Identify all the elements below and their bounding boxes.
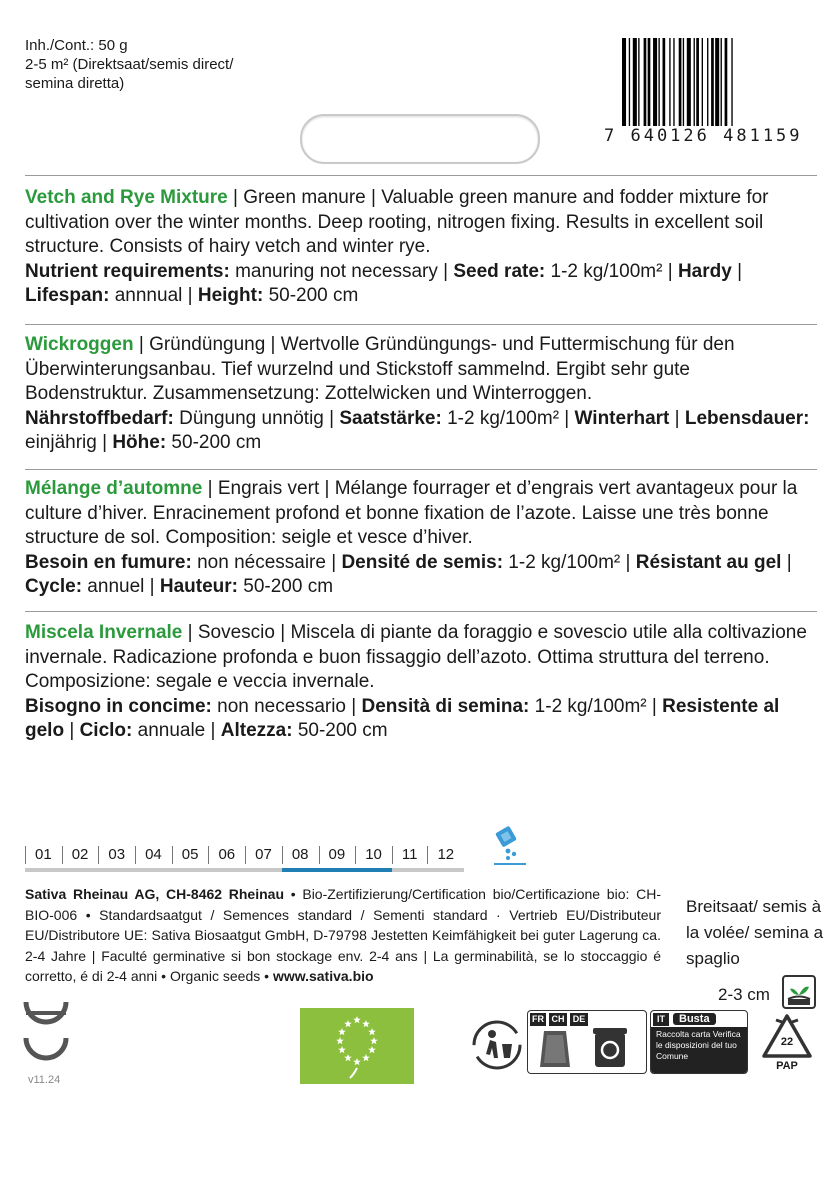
month-06: 06	[208, 846, 245, 864]
value: annuel |	[82, 576, 160, 597]
key: Seed rate:	[453, 260, 546, 282]
sowing-watering-icon	[486, 824, 530, 868]
section-english	[25, 186, 817, 309]
sowing-area: 2-5 m² (Direktsaat/semis direct/	[25, 56, 234, 73]
legal-body: • Bio-Zertifizierung/Certification bio/Certificazione bio: CH-BIO-006 • Standardsaatgut / Semences standard / Sementi standard · Vertrieb EU/Distributeur EU/Distributore UE: Sativa Biosaatgut GmbH, D-79798 Jestetten Keimfähigkeit bei guter Lagerung ca. 2-4 Jahre | Faculté germinative si bon stockage env. 2-4 ans | La germinabilità, se lo stoccaggio é corretto, é di 2-4 anni • Organic seeds •	[25, 886, 661, 984]
month-bar-04	[135, 868, 172, 872]
key: Nährstoffbedarf:	[25, 407, 174, 429]
sowing-depth: 2-3 cm	[718, 985, 770, 1004]
month-10: 10	[355, 846, 392, 864]
value: |	[64, 720, 80, 741]
month-08: 08	[282, 846, 319, 864]
section-title: Miscela Invernale	[25, 622, 183, 643]
section-desc: | Sovescio | Miscela di piante da foraggio e sovescio utile alla coltivazione invernale. Radicazione profonda e buon fissaggio dell’azoto. Ottima struttura del terreno. Composizione: segale e veccia invernale.	[25, 622, 807, 692]
hanging-slot	[300, 114, 540, 164]
section-german	[25, 333, 817, 456]
value: manuring not necessary |	[229, 260, 454, 282]
section-desc: | Engrais vert | Mélange fourrager et d’engrais vert avantageux pour la culture d’hiver. Enracinement profond et bonne fixation de l’azote. Laisse une très bonne structure de sol. Composition: seigle et vesce d’hiver.	[25, 478, 798, 548]
divider	[25, 469, 817, 470]
value: non nécessaire |	[191, 551, 342, 573]
section-desc: | Gründüngung | Wertvolle Gründüngungs- und Futtermischung für den Überwinterungsanbau. Tief wurzelnd und Stickstoff sammelnd. Ergibt sehr gute Bodenstruktur. Zusammensetzung: Zottelwicken und Winterroggen.	[25, 334, 735, 404]
month-05: 05	[172, 846, 209, 864]
value: |	[731, 260, 743, 282]
section-title: Wickroggen	[25, 334, 134, 355]
tab-fr: FR	[532, 1014, 544, 1024]
section-french	[25, 477, 817, 600]
website-link[interactable]: www.sativa.bio	[272, 968, 374, 984]
section-title: Vetch and Rye Mixture	[25, 187, 228, 208]
value: 50-200 cm	[263, 285, 359, 306]
value: 1-2 kg/100m² |	[441, 407, 575, 429]
key: Densité de semis:	[341, 551, 504, 573]
key: Besoin en fumure:	[25, 551, 192, 573]
value: Düngung unnötig |	[173, 407, 340, 429]
key: Nutrient requirements:	[25, 260, 230, 282]
month-bar-03	[98, 868, 135, 872]
tab-ch: CH	[549, 1013, 567, 1026]
month-11: 11	[392, 846, 428, 864]
value: einjährig |	[25, 432, 113, 453]
month-bar-12	[427, 868, 464, 872]
month-bar-10	[355, 868, 392, 872]
paper-bin-icon	[592, 1025, 628, 1069]
value: |	[669, 407, 685, 429]
key: Saatstärke:	[339, 407, 442, 429]
month-bar-09	[319, 868, 356, 872]
value: 50-200 cm	[292, 720, 388, 741]
version-label: v11.24	[28, 1074, 61, 1086]
key: Hauteur:	[159, 576, 238, 597]
eu-organic-logo	[300, 1008, 414, 1084]
barcode	[622, 38, 812, 130]
month-bar-11	[392, 868, 428, 872]
italy-sorting-panel	[650, 1010, 748, 1074]
month-bar-05	[172, 868, 209, 872]
month-bar-02	[62, 868, 99, 872]
key: Winterhart	[574, 407, 670, 429]
key: Ciclo:	[79, 720, 133, 741]
value: 1-2 kg/100m² |	[503, 551, 636, 573]
value: annuale |	[132, 720, 221, 741]
value: annnual |	[109, 285, 198, 306]
content-weight: Inh./Cont.: 50 g	[25, 37, 128, 54]
month-bar-01	[25, 868, 62, 872]
divider	[25, 611, 817, 612]
pap-number: 22	[780, 1036, 794, 1048]
month-07: 07	[245, 846, 282, 864]
month-12: 12	[427, 846, 464, 864]
legal-text	[25, 884, 661, 987]
value: 1-2 kg/100m² |	[545, 260, 678, 282]
italy-panel-text: Raccolta carta Verifica le disposizioni del tuo Comune	[656, 1029, 741, 1061]
tab-it: IT	[653, 1013, 669, 1026]
key: Résistant au gel	[635, 551, 782, 573]
key: Lifespan:	[25, 285, 110, 306]
eu-quality-mark-icon	[22, 998, 70, 1030]
month-04: 04	[135, 846, 172, 864]
month-bar-07	[245, 868, 282, 872]
value: non necessario |	[211, 695, 362, 717]
month-bar-06	[208, 868, 245, 872]
month-03: 03	[98, 846, 135, 864]
divider	[25, 324, 817, 325]
sowing-method: Breitsaat/ semis à la volée/ semina a spaglio	[686, 897, 824, 968]
section-italian	[25, 621, 817, 744]
key: Lebensdauer:	[684, 407, 810, 429]
value: |	[781, 551, 792, 573]
key: Hardy	[677, 260, 732, 282]
month-bar-08	[282, 868, 319, 872]
tab-de: DE	[570, 1013, 588, 1026]
pap-label: PAP	[776, 1060, 798, 1072]
month-09: 09	[319, 846, 356, 864]
value: 50-200 cm	[237, 576, 334, 597]
key: Densità di semina:	[361, 695, 530, 717]
key: Height:	[197, 285, 264, 306]
month-01: 01	[25, 846, 62, 864]
key: Cycle:	[25, 576, 83, 597]
header-info	[25, 36, 233, 93]
sorting-info-panel	[527, 1010, 647, 1074]
divider	[25, 175, 817, 176]
estimated-sign-icon	[22, 1034, 70, 1064]
key: Höhe:	[112, 432, 167, 453]
month-02: 02	[62, 846, 99, 864]
key: Altezza:	[220, 720, 293, 741]
section-title: Mélange d’automne	[25, 478, 203, 499]
value: 50-200 cm	[166, 432, 262, 453]
sowing-calendar	[25, 846, 464, 864]
key: Resistente al gelo	[25, 695, 780, 741]
paper-bag-icon	[538, 1029, 572, 1069]
value: 1-2 kg/100m² |	[529, 695, 663, 717]
barcode-number: 7 640126 481159	[604, 126, 803, 146]
section-desc: | Green manure | Valuable green manure and fodder mixture for cultivation over the winter months. Deep rooting, nitrogen fixing. Results in excellent soil structure. Consists of hairy vetch and winter rye.	[25, 187, 769, 257]
key: Bisogno in concime:	[25, 695, 212, 717]
company-name: Sativa Rheinau AG, CH-8462 Rheinau	[25, 886, 284, 902]
sowing-area-2: semina diretta)	[25, 75, 125, 92]
italy-panel-title: Busta	[673, 1013, 716, 1025]
seedling-icon	[782, 975, 816, 1009]
tidyman-recycling-icon	[470, 1018, 524, 1072]
